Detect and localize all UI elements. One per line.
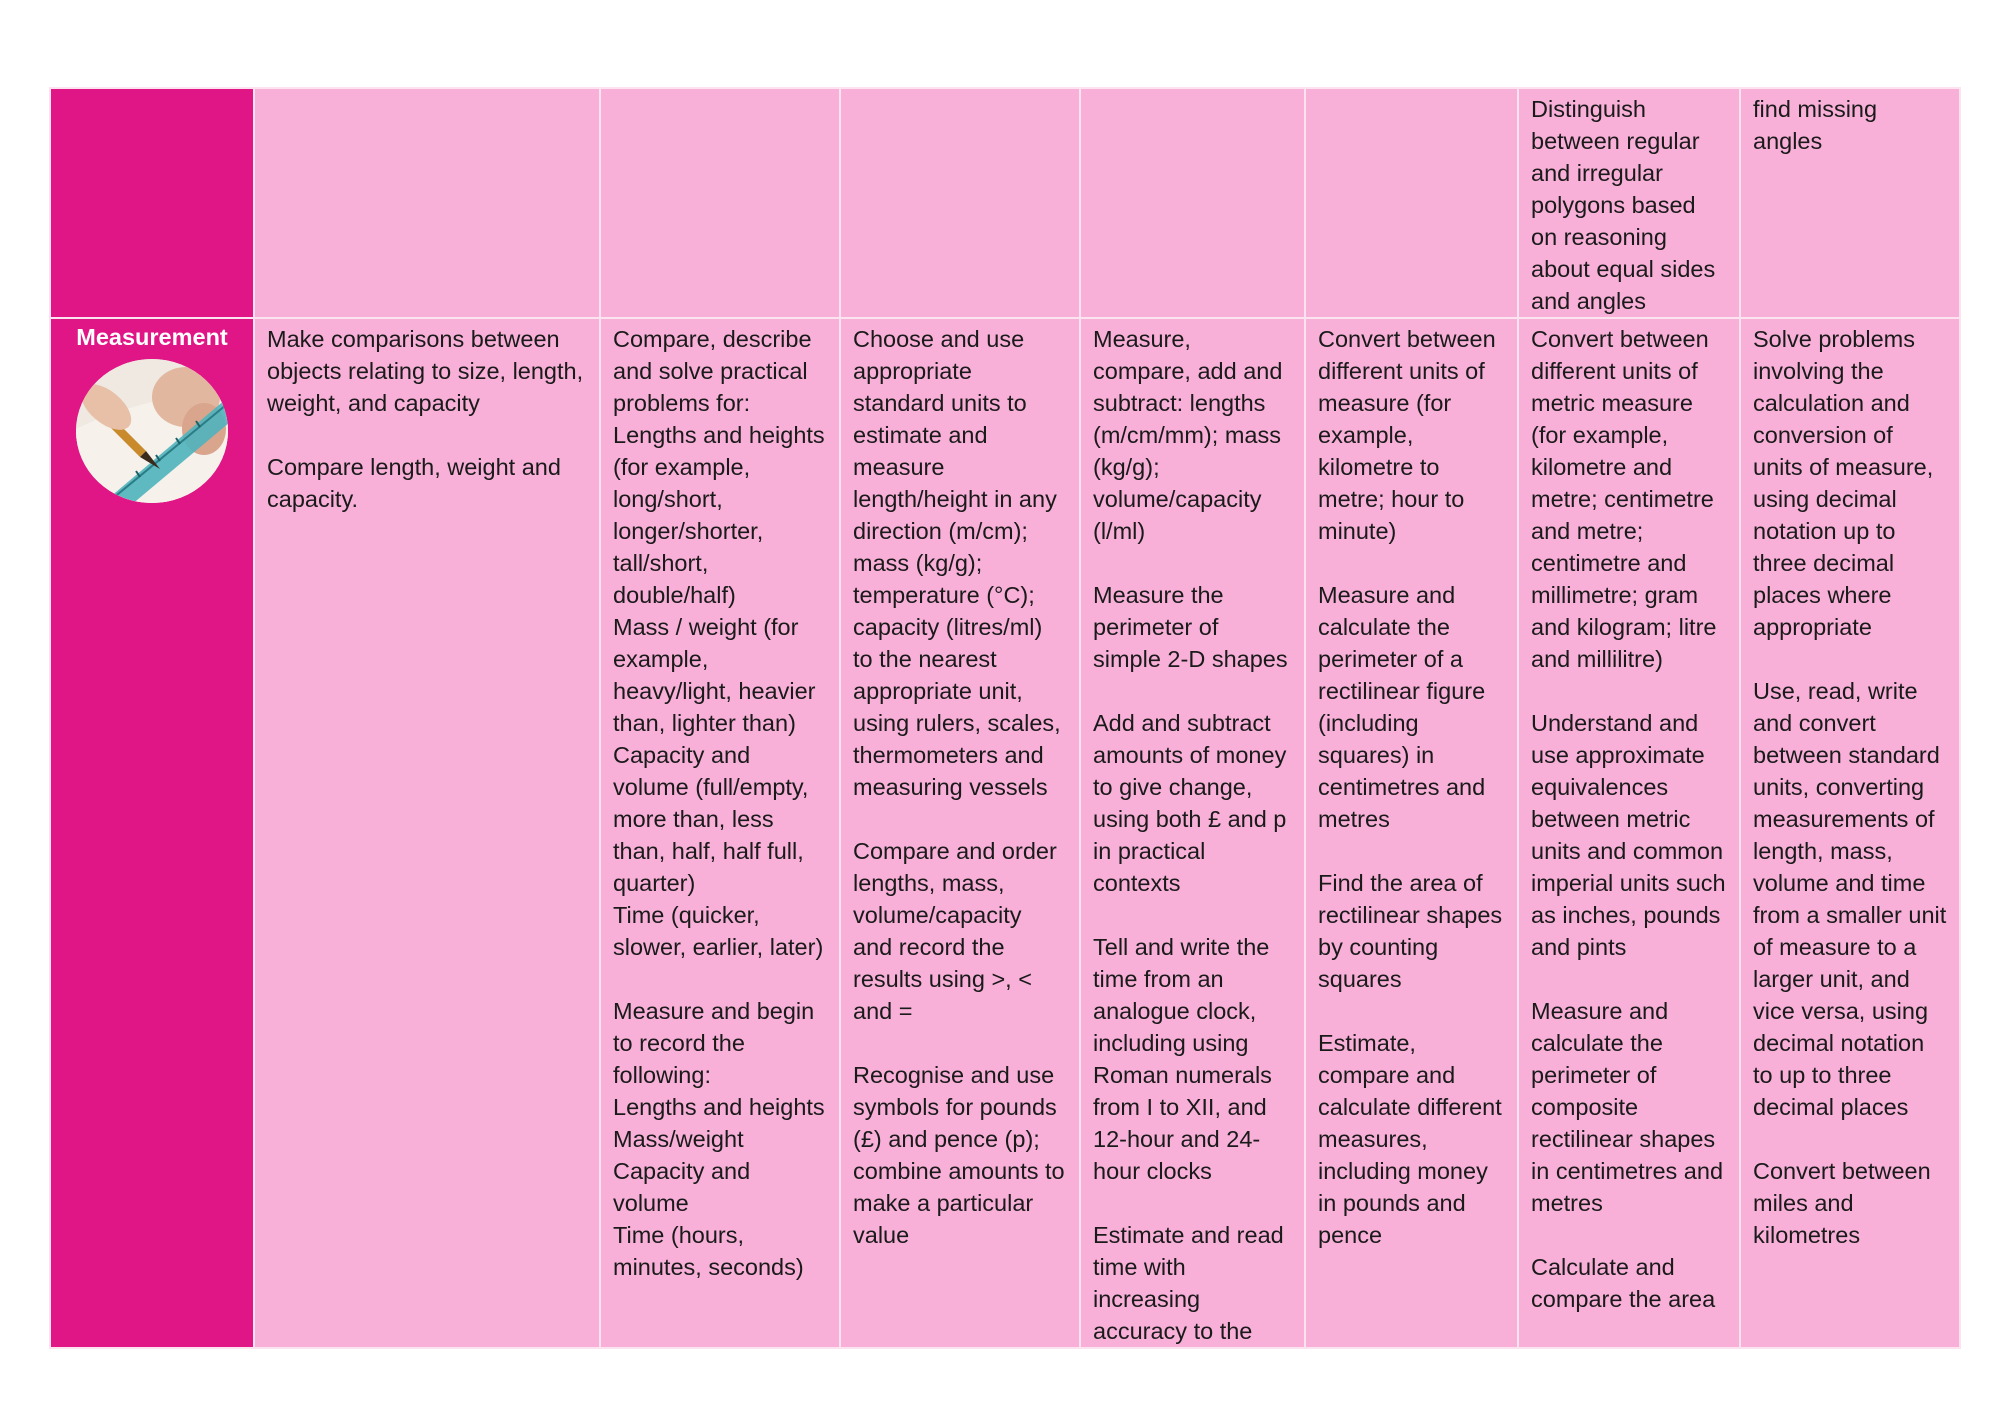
strand-cell [50, 88, 254, 318]
table-cell [600, 318, 840, 1348]
table-cell [1518, 318, 1740, 1348]
measuring-ruler-photo-icon [76, 359, 228, 503]
table-cell [1305, 318, 1518, 1348]
table-cell [600, 88, 840, 318]
table-cell [1080, 318, 1305, 1348]
table-row [50, 88, 1960, 318]
table-cell [1740, 318, 1960, 1348]
cell-text: Compare, describe and solve practical problems for: Lengths and heights (for example, long/short, longer/shorter, tall/short, double/half) Mass / weight (for example, heavy/light, heavier than, lighter than) Capacity and volume (full/empty, more than, less than, half, half full, quarter) Time (quicker, slower, earlier, later) Measure and begin to record the following: Lengths and heights Mass/weight Capacity and volume Time (hours, minutes, seconds) [613, 326, 825, 1280]
cell-text: Choose and use appropriate standard units to estimate and measure length/height in any direction (m/cm); mass (kg/g); temperature (°C); capacity (litres/ml) to the nearest appropriate unit, using rulers, scales, thermometers and measuring vessels Compare and order lengths, mass, volume/capacity and record the results using >, < and = Recognise and use symbols for pounds (£) and pence (p); combine amounts to make a particular value [853, 326, 1065, 1248]
table-cell [1518, 88, 1740, 318]
cell-text: find missing angles [1753, 96, 1878, 154]
cell-text: Convert between different units of measure (for example, kilometre to metre; hour to minute) Measure and calculate the perimeter of a rectilinear figure (including squares) in centimetres and metres Find the area of rectilinear shapes by counting squares Estimate, compare and calculate different measures, including money in pounds and pence [1318, 326, 1503, 1248]
table-cell [840, 318, 1080, 1348]
cell-text: Measure, compare, add and subtract: lengths (m/cm/mm); mass (kg/g); volume/capacity (l/ml) Measure the perimeter of simple 2-D shapes Add and subtract amounts of money to give change, using both £ and p in practical contexts Tell and write the time from an analogue clock, including using Roman numerals from I to XII, and 12-hour and 24-hour clocks Estimate and read time with increasing accuracy to the [1093, 326, 1288, 1344]
table-cell [1305, 88, 1518, 318]
strand-cell [50, 318, 254, 1348]
table-cell [254, 88, 600, 318]
table-row [50, 318, 1960, 1348]
table-cell [1740, 88, 1960, 318]
cell-text: Solve problems involving the calculation and conversion of units of measure, using decimal notation up to three decimal places where appropriate Use, read, write and convert between standard units, converting measurements of length, mass, volume and time from a smaller unit of measure to a larger unit, and vice versa, using decimal notation to up to three decimal places Convert between miles and kilometres [1753, 326, 1947, 1248]
table-cell [1080, 88, 1305, 318]
cell-text: Convert between different units of metric measure (for example, kilometre and metre; centimetre and metre; centimetre and millimetre; gram and kilogram; litre and millilitre) Understand and use approximate equivalences between metric units and common imperial units such as inches, pounds and pints Measure and calculate the perimeter of composite rectilinear shapes in centimetres and metres Calculate and compare the area [1531, 326, 1726, 1312]
cell-text: Make comparisons between objects relating to size, length, weight, and capacity Compare length, weight and capacity. [267, 326, 584, 512]
strand-label: Measurement [76, 324, 228, 350]
cell-text: Distinguish between regular and irregular polygons based on reasoning about equal sides and angles [1531, 96, 1716, 314]
table-cell [254, 318, 600, 1348]
table-cell [840, 88, 1080, 318]
curriculum-table [49, 87, 1961, 1349]
